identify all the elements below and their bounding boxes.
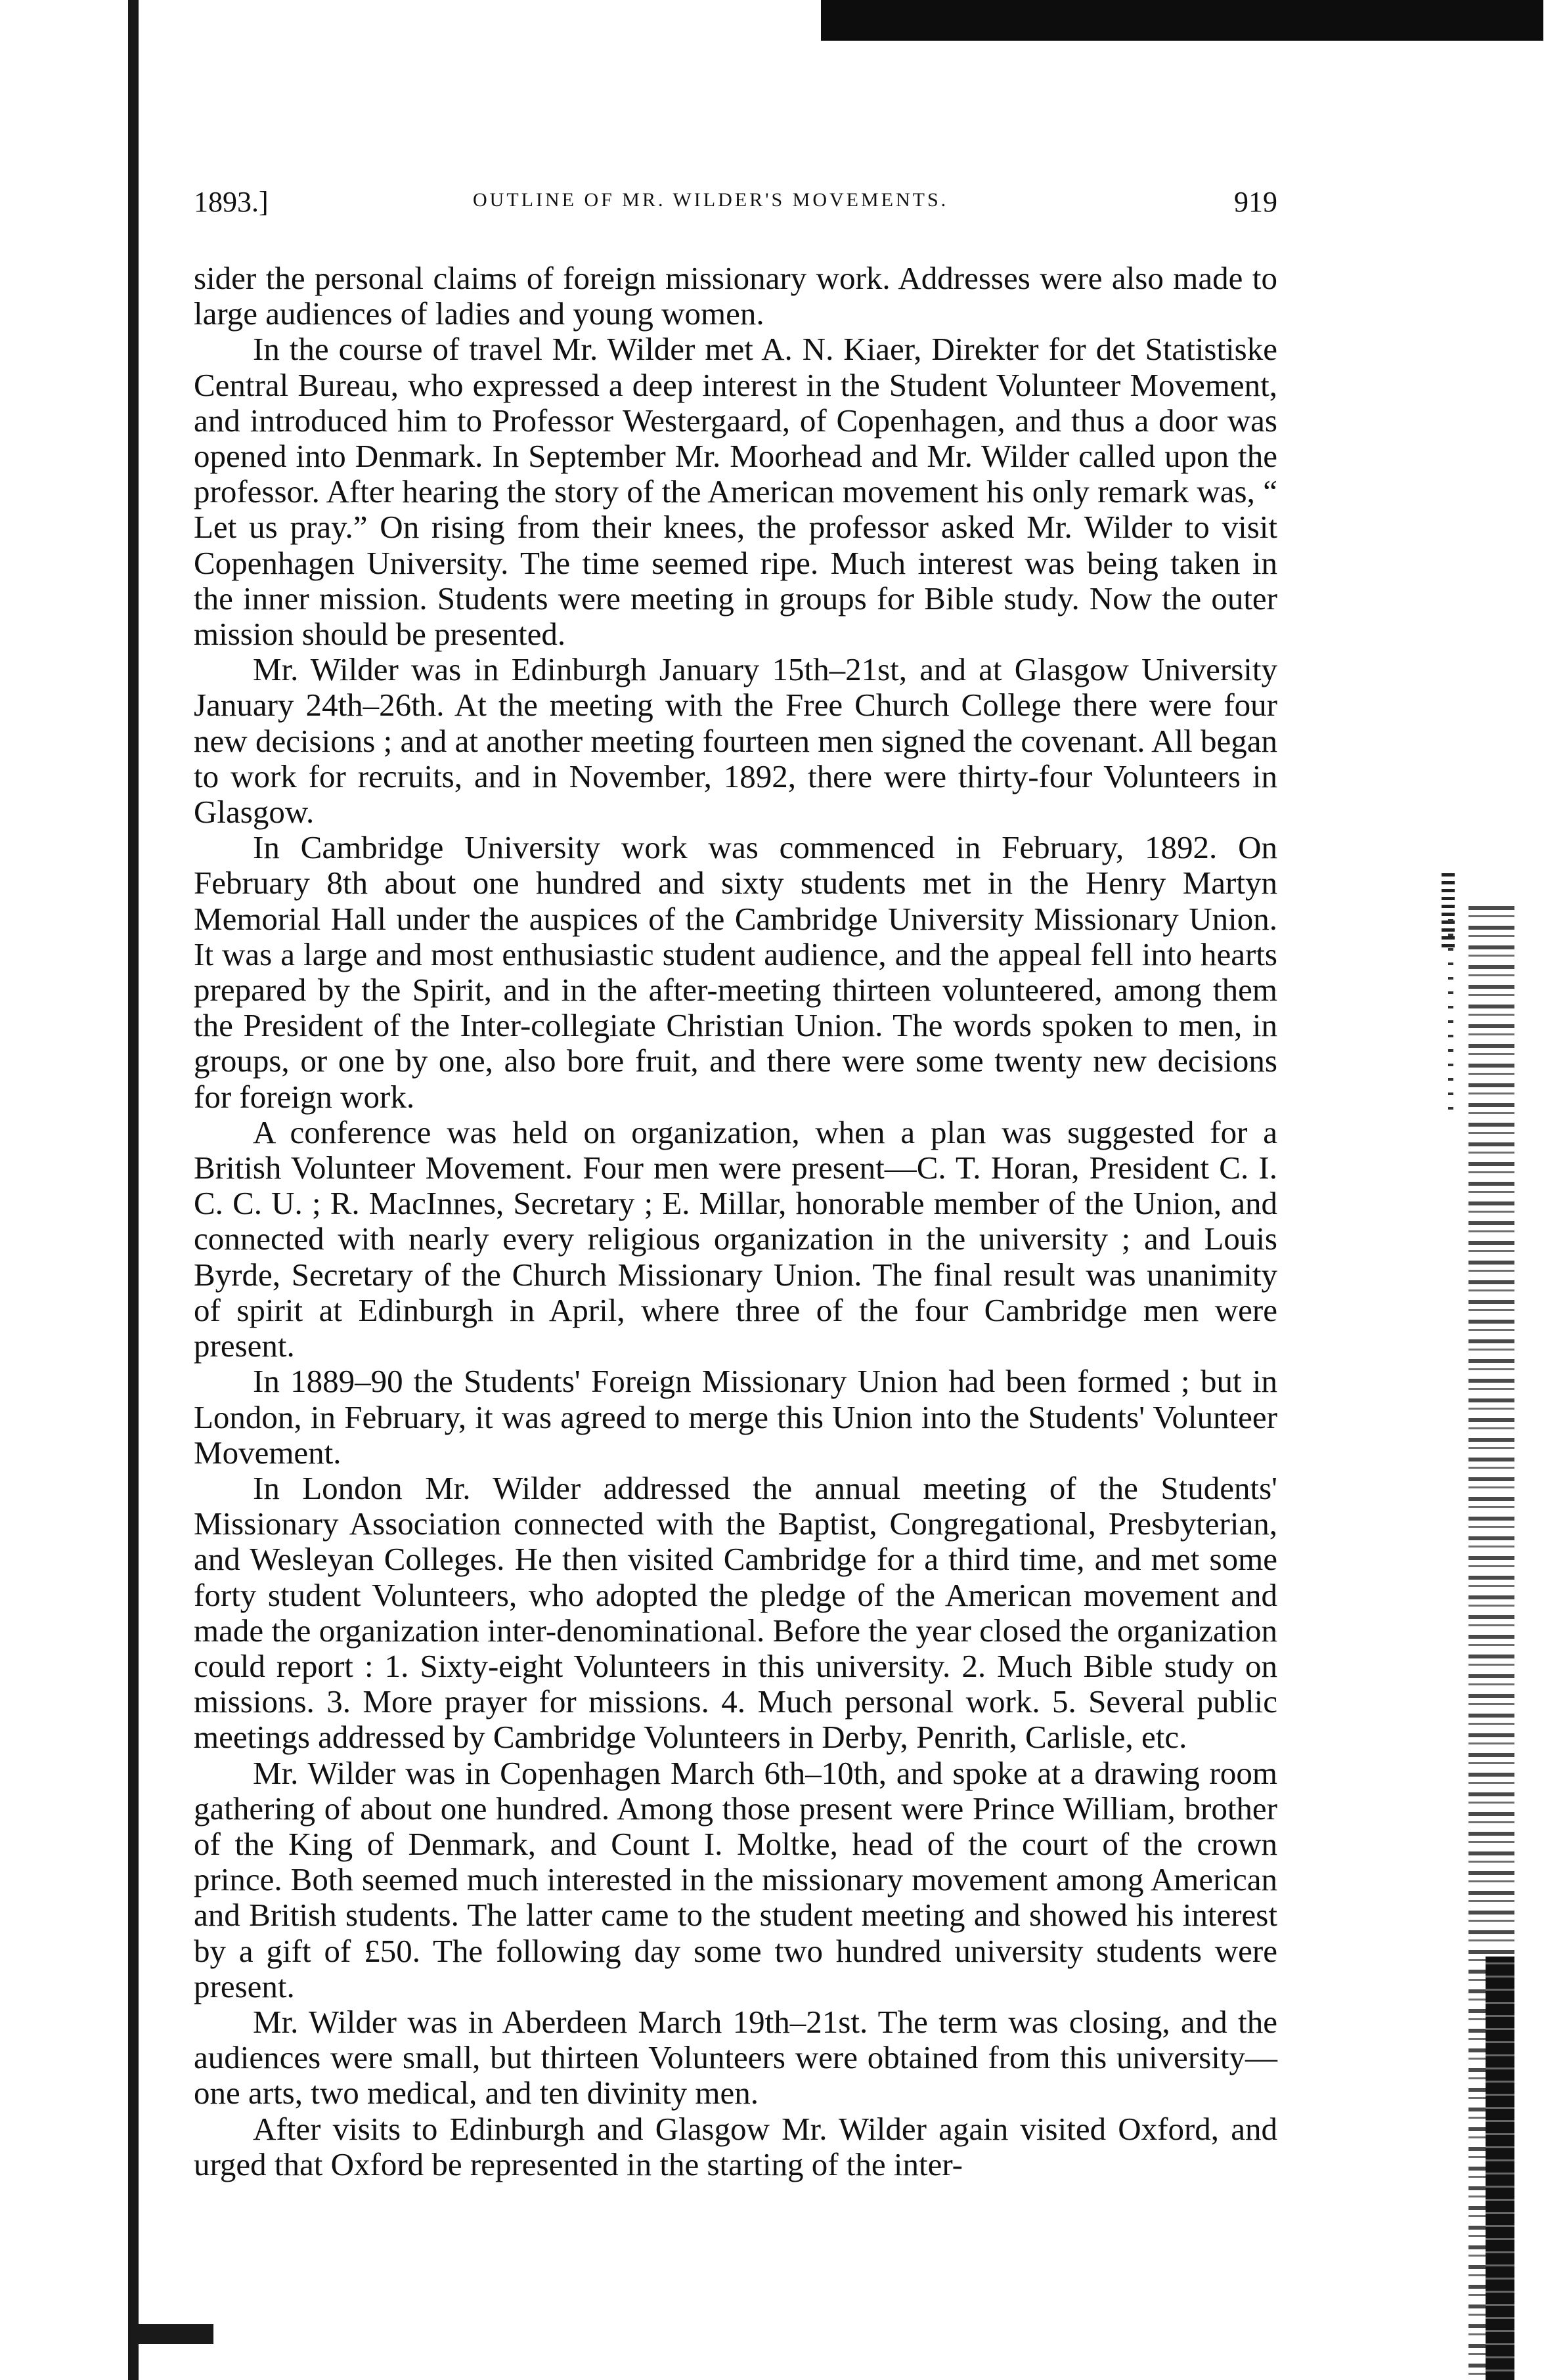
scan-left-border [128,0,139,2380]
paragraph: sider the personal claims of foreign missionary work. Addresses were also made to large audiences of ladies and young women. [194,260,1277,332]
paragraph: In the course of travel Mr. Wilder met A. N. Kiaer, Direkter for det Statistiske Central Bureau, who expressed a deep interest in the Student Volunteer Movement, and introduced him to Professor Westergaard, of Copenhagen, and thus a door was opened into Denmark. In September Mr. Moorhead and Mr. Wilder called upon the professor. After hearing the story of the American movement his only remark was, “ Let us pray.” On rising from their knees, the professor asked Mr. Wilder to visit Copenhagen University. The time seemed ripe. Much interest was being taken in the inner mission. Students were meeting in groups for Bible study. Now the outer mission should be presented. [194,331,1277,653]
paragraph: Mr. Wilder was in Copenhagen March 6th–10th, and spoke at a drawing room gathering of about one hundred. Among those present were Prince William, brother of the King of Denmark, and Count I. Moltke, head of the court of the crown prince. Both seemed much interested in the missionary movement among American and British students. The latter came to the student meeting and showed his interest by a gift of £50. The following day some two hundred university students were present. [194,1754,1277,2004]
scan-margin-dots [1448,919,1453,1116]
paragraph: In 1889–90 the Students' Foreign Missionary Union had been formed ; but in London, in February, it was agreed to merge this Union into the Students' Volunteer Movement. [194,1363,1277,1471]
running-title: OUTLINE OF MR. WILDER'S MOVEMENTS. [473,189,949,211]
scan-left-border-foot [128,2324,213,2344]
paragraph: A conference was held on organization, when a plan was suggested for a British Volunteer Movement. Four men were present—C. T. Horan, President C. I. C. C. U. ; R. MacInnes, Secretary ; E. Millar, honorable member of the Union, and connected with nearly every religious organization in the university ; and Louis Byrde, Secretary of the Church Missionary Union. The final result was unanimity of spirit at Edinburgh in April, where three of the four Cambridge men were present. [194,1114,1277,1364]
paragraph: After visits to Edinburgh and Glasgow Mr. Wilder again visited Oxford, and urged that Oxford be represented in the starting of the inter- [194,2110,1277,2182]
paragraph: Mr. Wilder was in Edinburgh January 15th–21st, and at Glasgow University January 24th–26th. At the meeting with the Free Church College there were four new decisions ; and at another meeting fourteen men signed the covenant. All began to work for recruits, and in November, 1892, there were thirty-four Volunteers in Glasgow. [194,651,1277,831]
page-header [194,185,1277,225]
page-body [194,261,1277,2182]
paragraph: In Cambridge University work was commenced in February, 1892. On February 8th about one hundred and sixty students met in the Henry Martyn Memorial Hall under the auspices of the Cambridge University Missionary Union. It was a large and most enthusiastic student audience, and the appeal fell into hearts prepared by the Spirit, and in the after-meeting thirteen volunteered, among them the President of the Inter-collegiate Christian Union. The words spoken to men, in groups, or one by one, also bore fruit, and there were some twenty new decisions for foreign work. [194,829,1277,1115]
scan-top-border [821,0,1543,41]
scan-right-edge-solid [1486,1957,1514,2380]
header-year: 1893.] [194,186,269,218]
paragraph: Mr. Wilder was in Aberdeen March 19th–21st. The term was closing, and the audiences were small, but thirteen Volunteers were obtained from this university—one arts, two medical, and ten divinity men. [194,2003,1277,2111]
page-number: 919 [1234,186,1277,218]
paragraph: In London Mr. Wilder addressed the annual meeting of the Students' Missionary Association connected with the Baptist, Congregational, Presbyterian, and Wesleyan Colleges. He then visited Cambridge for a third time, and met some forty student Volunteers, who adopted the pledge of the American movement and made the organization inter-denominational. Before the year closed the organization could report : 1. Sixty-eight Volunteers in this university. 2. Much Bible study on missions. 3. More prayer for missions. 4. Much personal work. 5. Several public meetings addressed by Cambridge Volunteers in Derby, Penrith, Carlisle, etc. [194,1469,1277,1756]
